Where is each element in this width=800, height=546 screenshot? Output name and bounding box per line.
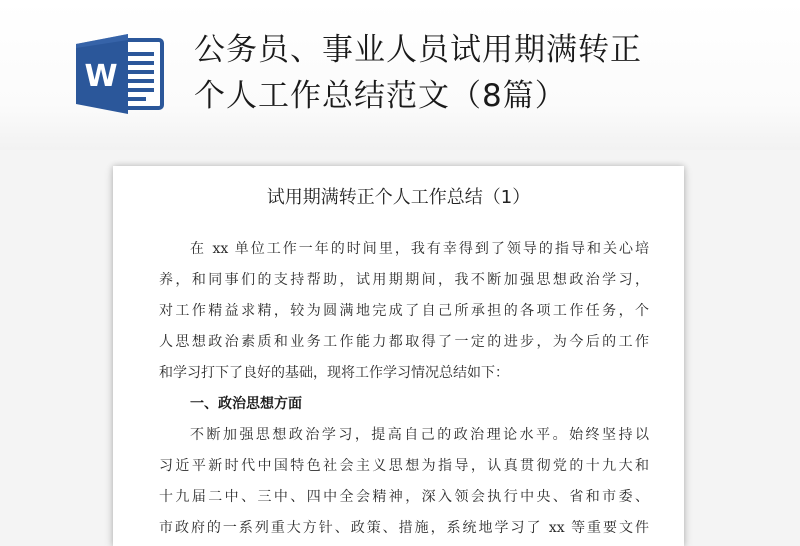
document-page (113, 166, 684, 546)
paragraph-1-line: 养，和同事们的支持帮助，试用期期间，我不断加强思想政治学习， (159, 272, 649, 288)
banner-title (194, 27, 774, 119)
paragraph-1-line: 对工作精益求精，较为圆满地完成了自己所承担的各项工作任务，个 (159, 303, 649, 319)
paragraph-1-line: 在 xx 单位工作一年的时间里，我有幸得到了领导的指导和关心培 (190, 241, 649, 257)
paragraph-1-line: 和学习打下了良好的基础，现将工作学习情况总结如下： (159, 365, 509, 381)
paragraph-2-line: 不断加强思想政治学习，提高自己的政治理论水平。始终坚持以 (190, 427, 649, 443)
word-logo-letter: W (84, 59, 118, 94)
paragraph-2-line: 习近平新时代中国特色社会主义思想为指导，认真贯彻党的十九大和 (159, 458, 649, 474)
banner-title-line-1: 公务员、事业人员试用期满转正 (194, 32, 642, 68)
paragraph-1-line: 人思想政治素质和业务工作能力都取得了一定的进步，为今后的工作 (159, 334, 649, 350)
paragraph-2-line: 市政府的一系列重大方针、政策、措施，系统地学习了 xx 等重要文件 (159, 520, 649, 536)
word-icon (74, 34, 166, 114)
paragraph-2-line: 十九届二中、三中、四中全会精神，深入领会执行中央、省和市委、 (159, 489, 649, 505)
banner-title-line-2: 个人工作总结范文（8篇） (194, 78, 567, 114)
section-1-heading: 一、政治思想方面 (190, 396, 302, 412)
document-heading: 试用期满转正个人工作总结（1） (266, 187, 531, 208)
document-body (159, 234, 649, 544)
banner (0, 0, 800, 150)
